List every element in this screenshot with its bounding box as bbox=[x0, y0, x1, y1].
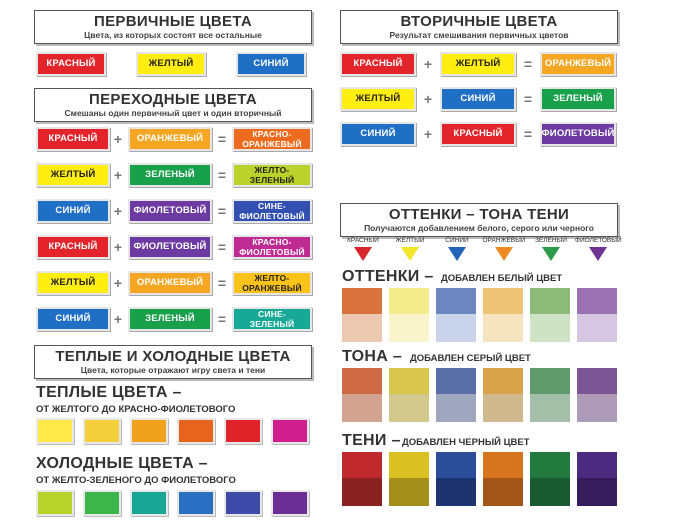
primary-chip: СИНИЙ bbox=[236, 52, 306, 76]
tone-tile bbox=[530, 368, 570, 422]
secondary-chip-result: ЗЕЛЕНЫЙ bbox=[540, 87, 616, 111]
cold-swatch bbox=[83, 490, 121, 516]
shade-tile bbox=[530, 452, 570, 506]
secondary-chip-result: ОРАНЖЕВЫЙ bbox=[540, 52, 616, 76]
shade-tile bbox=[389, 452, 429, 506]
shade-tile-top bbox=[530, 452, 570, 478]
tint-tile-bottom bbox=[577, 314, 617, 342]
transitional-chip-b: ФИОЛЕТОВЫЙ bbox=[128, 199, 212, 223]
cold-swatch bbox=[130, 490, 168, 516]
warmcold-subtitle: Цвета, которые отражают игру света и тени bbox=[80, 365, 266, 375]
transitional-chip-result: КРАСНО- ОРАНЖЕВЫЙ bbox=[232, 127, 312, 151]
transitional-chip-a: ЖЕЛТЫЙ bbox=[36, 271, 110, 295]
warmcold-header bbox=[34, 345, 312, 379]
shades-subtitle: Получаются добавлением белого, серого или черного bbox=[364, 223, 594, 233]
secondary-header bbox=[340, 10, 618, 44]
cold-swatch bbox=[36, 490, 74, 516]
shade-tile-bottom bbox=[577, 478, 617, 506]
shades-header bbox=[340, 203, 618, 237]
transitional-chip-a: СИНИЙ bbox=[36, 307, 110, 331]
shade-tile-bottom bbox=[342, 478, 382, 506]
shade-tile-top bbox=[436, 452, 476, 478]
marker-label: КРАСНЫЙ bbox=[347, 237, 379, 244]
equals-sign: = bbox=[523, 91, 533, 107]
tint-tile-top bbox=[483, 288, 523, 314]
marker-label: ФИОЛЕТОВЫЙ bbox=[575, 237, 622, 244]
transitional-chip-result: ЖЕЛТО- ЗЕЛЕНЫЙ bbox=[232, 163, 312, 187]
warm-swatch bbox=[83, 418, 121, 444]
marker-label: ЖЕЛТЫЙ bbox=[395, 237, 425, 244]
transitional-chip-b: ЗЕЛЕНЫЙ bbox=[128, 307, 212, 331]
secondary-chip-b: СИНИЙ bbox=[440, 87, 516, 111]
tone-tile-bottom bbox=[342, 394, 382, 422]
equals-sign: = bbox=[523, 56, 533, 72]
warm-title: ТЕПЛЫЕ ЦВЕТА – bbox=[36, 384, 182, 401]
plus-sign: + bbox=[423, 56, 433, 72]
tone-tile-bottom bbox=[577, 394, 617, 422]
tint-tile bbox=[483, 288, 523, 342]
transitional-header bbox=[34, 88, 312, 122]
tone-tile-top bbox=[342, 368, 382, 394]
tone-tile bbox=[342, 368, 382, 422]
equals-sign: = bbox=[523, 126, 533, 142]
transitional-chip-a: ЖЕЛТЫЙ bbox=[36, 163, 110, 187]
shade-tile bbox=[577, 452, 617, 506]
primary-chip: КРАСНЫЙ bbox=[36, 52, 106, 76]
shade-tile-top bbox=[389, 452, 429, 478]
shade-tile-bottom bbox=[530, 478, 570, 506]
shade-tile-top bbox=[342, 452, 382, 478]
tone-tile-top bbox=[436, 368, 476, 394]
transitional-title: ПЕРЕХОДНЫЕ ЦВЕТА bbox=[89, 91, 257, 108]
plus-sign: + bbox=[113, 275, 123, 291]
plus-sign: + bbox=[113, 131, 123, 147]
marker-triangle bbox=[354, 247, 372, 261]
transitional-chip-result: КРАСНО- ФИОЛЕТОВЫЙ bbox=[232, 235, 312, 259]
transitional-chip-a: КРАСНЫЙ bbox=[36, 235, 110, 259]
tint-tile bbox=[577, 288, 617, 342]
shade-tile bbox=[436, 452, 476, 506]
shade-tile-bottom bbox=[389, 478, 429, 506]
transitional-chip-b: ОРАНЖЕВЫЙ bbox=[128, 271, 212, 295]
warm-swatch bbox=[224, 418, 262, 444]
tone-tile-top bbox=[483, 368, 523, 394]
tint-tile-top bbox=[577, 288, 617, 314]
tint-tile-bottom bbox=[483, 314, 523, 342]
tint-tile bbox=[342, 288, 382, 342]
secondary-chip-result: ФИОЛЕТОВЫЙ bbox=[540, 122, 616, 146]
secondary-chip-b: КРАСНЫЙ bbox=[440, 122, 516, 146]
secondary-chip-a: ЖЕЛТЫЙ bbox=[340, 87, 416, 111]
tone-tile-top bbox=[577, 368, 617, 394]
transitional-chip-result: СИНЕ- ЗЕЛЕНЫЙ bbox=[232, 307, 312, 331]
shade-tile-bottom bbox=[436, 478, 476, 506]
tint-tile-top bbox=[530, 288, 570, 314]
equals-sign: = bbox=[217, 203, 227, 219]
transitional-chip-b: ОРАНЖЕВЫЙ bbox=[128, 127, 212, 151]
marker-triangle bbox=[401, 247, 419, 261]
warm-swatch bbox=[271, 418, 309, 444]
tone-tile-bottom bbox=[483, 394, 523, 422]
cold-swatch bbox=[271, 490, 309, 516]
tint-tile bbox=[389, 288, 429, 342]
primary-header bbox=[34, 10, 312, 44]
tone-tile bbox=[389, 368, 429, 422]
primary-chip: ЖЕЛТЫЙ bbox=[136, 52, 206, 76]
tints-title: ОТТЕНКИ – bbox=[342, 268, 434, 285]
plus-sign: + bbox=[113, 239, 123, 255]
marker-label: ОРАНЖЕВЫЙ bbox=[482, 237, 526, 244]
warm-subtitle: ОТ ЖЕЛТОГО ДО КРАСНО-ФИОЛЕТОВОГО bbox=[36, 404, 236, 415]
marker-triangle bbox=[448, 247, 466, 261]
shades-title: ОТТЕНКИ – ТОНА ТЕНИ bbox=[388, 206, 570, 223]
plus-sign: + bbox=[423, 91, 433, 107]
shade-tile-bottom bbox=[483, 478, 523, 506]
transitional-chip-a: КРАСНЫЙ bbox=[36, 127, 110, 151]
equals-sign: = bbox=[217, 239, 227, 255]
equals-sign: = bbox=[217, 167, 227, 183]
equals-sign: = bbox=[217, 131, 227, 147]
tones-title: ТОНА – bbox=[342, 348, 403, 365]
tint-tile bbox=[530, 288, 570, 342]
plus-sign: + bbox=[113, 311, 123, 327]
tone-tile-bottom bbox=[389, 394, 429, 422]
shade-tile bbox=[342, 452, 382, 506]
cold-swatch bbox=[177, 490, 215, 516]
marker-triangle bbox=[542, 247, 560, 261]
shade-subtitle: ДОБАВЛЕН ЧЕРНЫЙ ЦВЕТ bbox=[402, 437, 530, 448]
secondary-chip-b: ЖЕЛТЫЙ bbox=[440, 52, 516, 76]
secondary-chip-a: КРАСНЫЙ bbox=[340, 52, 416, 76]
plus-sign: + bbox=[113, 167, 123, 183]
tone-tile bbox=[436, 368, 476, 422]
marker-triangle bbox=[589, 247, 607, 261]
tint-tile-top bbox=[436, 288, 476, 314]
equals-sign: = bbox=[217, 311, 227, 327]
plus-sign: + bbox=[113, 203, 123, 219]
transitional-chip-b: ЗЕЛЕНЫЙ bbox=[128, 163, 212, 187]
shade-tile bbox=[483, 452, 523, 506]
transitional-chip-a: СИНИЙ bbox=[36, 199, 110, 223]
tone-tile-bottom bbox=[436, 394, 476, 422]
tone-tile bbox=[483, 368, 523, 422]
warm-swatch bbox=[177, 418, 215, 444]
warm-swatch bbox=[130, 418, 168, 444]
cold-swatch bbox=[224, 490, 262, 516]
tone-tile-top bbox=[389, 368, 429, 394]
tints-subtitle: ДОБАВЛЕН БЕЛЫЙ ЦВЕТ bbox=[441, 273, 563, 284]
warmcold-title: ТЕПЛЫЕ И ХОЛОДНЫЕ ЦВЕТА bbox=[55, 348, 291, 365]
marker-label: СИНИЙ bbox=[445, 237, 469, 244]
secondary-subtitle: Результат смешивания первичных цветов bbox=[389, 30, 569, 40]
cold-title: ХОЛОДНЫЕ ЦВЕТА – bbox=[36, 455, 208, 472]
secondary-chip-a: СИНИЙ bbox=[340, 122, 416, 146]
tone-tile-top bbox=[530, 368, 570, 394]
tint-tile bbox=[436, 288, 476, 342]
transitional-chip-result: СИНЕ- ФИОЛЕТОВЫЙ bbox=[232, 199, 312, 223]
marker-triangle bbox=[495, 247, 513, 261]
transitional-chip-b: ФИОЛЕТОВЫЙ bbox=[128, 235, 212, 259]
shade-title: ТЕНИ – bbox=[342, 432, 401, 449]
tint-tile-bottom bbox=[342, 314, 382, 342]
marker-label: ЗЕЛЕНЫЙ bbox=[535, 237, 567, 244]
primary-subtitle: Цвета, из которых состоят все остальные bbox=[84, 30, 262, 40]
transitional-subtitle: Смешаны один первичный цвет и один вторичный bbox=[64, 108, 282, 118]
tint-tile-bottom bbox=[436, 314, 476, 342]
warm-swatch bbox=[36, 418, 74, 444]
transitional-chip-result: ЖЕЛТО- ОРАНЖЕВЫЙ bbox=[232, 271, 312, 295]
cold-subtitle: ОТ ЖЕЛТО-ЗЕЛЕНОГО ДО ФИОЛЕТОВОГО bbox=[36, 475, 236, 486]
tint-tile-top bbox=[389, 288, 429, 314]
tone-tile bbox=[577, 368, 617, 422]
primary-title: ПЕРВИЧНЫЕ ЦВЕТА bbox=[94, 13, 252, 30]
plus-sign: + bbox=[423, 126, 433, 142]
tones-subtitle: ДОБАВЛЕН СЕРЫЙ ЦВЕТ bbox=[410, 353, 531, 364]
shade-tile-top bbox=[577, 452, 617, 478]
tint-tile-bottom bbox=[389, 314, 429, 342]
equals-sign: = bbox=[217, 275, 227, 291]
tint-tile-bottom bbox=[530, 314, 570, 342]
shade-tile-top bbox=[483, 452, 523, 478]
secondary-title: ВТОРИЧНЫЕ ЦВЕТА bbox=[400, 13, 558, 30]
tint-tile-top bbox=[342, 288, 382, 314]
tone-tile-bottom bbox=[530, 394, 570, 422]
